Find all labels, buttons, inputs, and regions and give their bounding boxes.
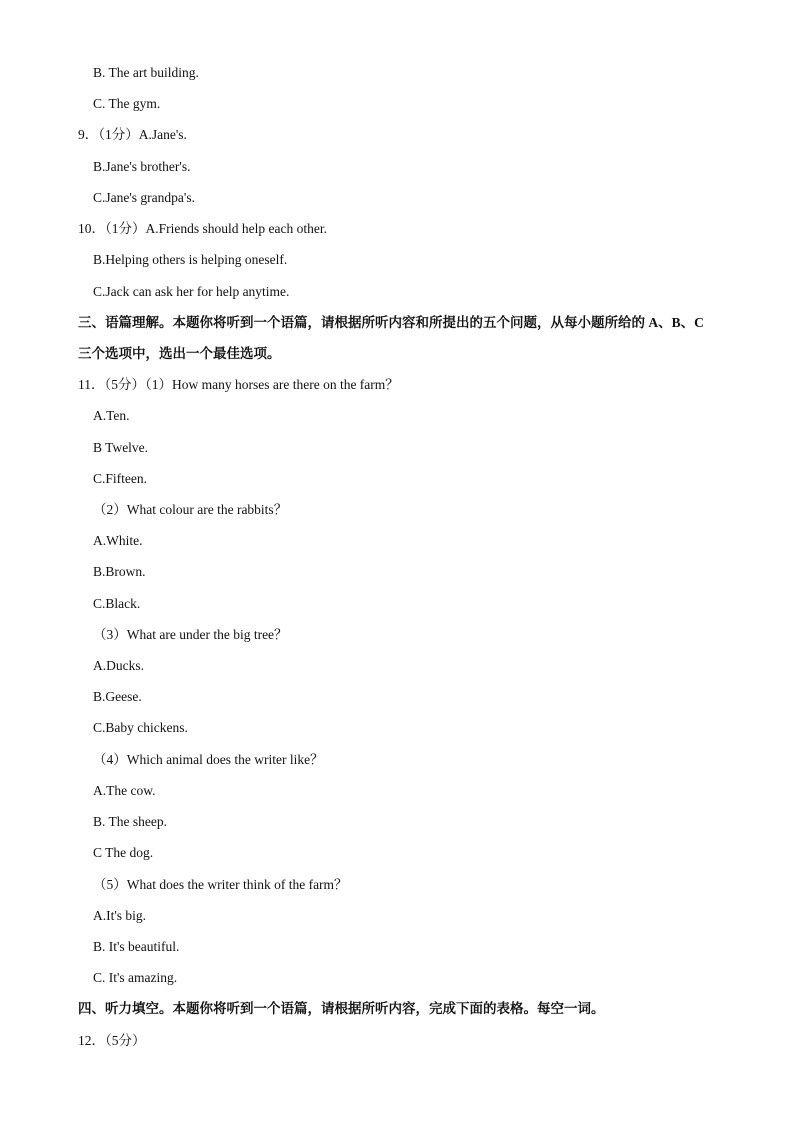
section4-instructions: 四、听力填空。本题你将听到一个语篇，请根据所听内容，完成下面的表格。每空一词。 bbox=[78, 1001, 605, 1016]
q11-3-question: （3）What are under the big tree？ bbox=[93, 627, 288, 642]
q11-1-option-c: C.Fifteen. bbox=[93, 471, 147, 486]
section3-instructions-line2: 三个选项中，选出一个最佳选项。 bbox=[78, 346, 281, 361]
q9-stem: 9．（1分）A.Jane's. bbox=[78, 127, 187, 142]
q11-2-option-a: A.White. bbox=[93, 533, 143, 548]
q8-option-c: C. The gym. bbox=[93, 96, 161, 111]
q11-4-question: （4）Which animal does the writer like？ bbox=[93, 752, 324, 767]
q10-stem: 10．（1分）A.Friends should help each other. bbox=[78, 221, 327, 236]
q11-2-question: （2）What colour are the rabbits？ bbox=[93, 502, 288, 517]
q11-2-option-c: C.Black. bbox=[93, 596, 141, 611]
q11-4-option-b: B. The sheep. bbox=[93, 814, 167, 829]
q12-stem: 12．（5分） bbox=[78, 1033, 146, 1048]
q11-1-option-b: B Twelve. bbox=[93, 440, 149, 455]
q9-option-c: C.Jane's grandpa's. bbox=[93, 190, 195, 205]
q11-5-option-c: C. It's amazing. bbox=[93, 970, 178, 985]
q11-stem: 11．（5分）（1）How many horses are there on the farm？ bbox=[78, 377, 399, 392]
q11-3-option-b: B.Geese. bbox=[93, 689, 142, 704]
q10-option-c: C.Jack can ask her for help anytime. bbox=[93, 284, 290, 299]
q11-5-option-a: A.It's big. bbox=[93, 908, 147, 923]
q8-option-b: B. The art building. bbox=[93, 65, 199, 80]
q11-5-question: （5）What does the writer think of the farm？ bbox=[93, 877, 348, 892]
q11-1-option-a: A.Ten. bbox=[93, 408, 130, 423]
section3-instructions-line1: 三、语篇理解。本题你将听到一个语篇，请根据所听内容和所提出的五个问题，从每小题所给的 A、B、C bbox=[78, 315, 704, 330]
q11-3-option-a: A.Ducks. bbox=[93, 658, 144, 673]
q10-option-b: B.Helping others is helping oneself. bbox=[93, 252, 288, 267]
q11-4-option-c: C The dog. bbox=[93, 845, 154, 860]
q11-5-option-b: B. It's beautiful. bbox=[93, 939, 180, 954]
q11-4-option-a: A.The cow. bbox=[93, 783, 156, 798]
q11-3-option-c: C.Baby chickens. bbox=[93, 720, 188, 735]
q9-option-b: B.Jane's brother's. bbox=[93, 159, 191, 174]
q11-2-option-b: B.Brown. bbox=[93, 564, 146, 579]
